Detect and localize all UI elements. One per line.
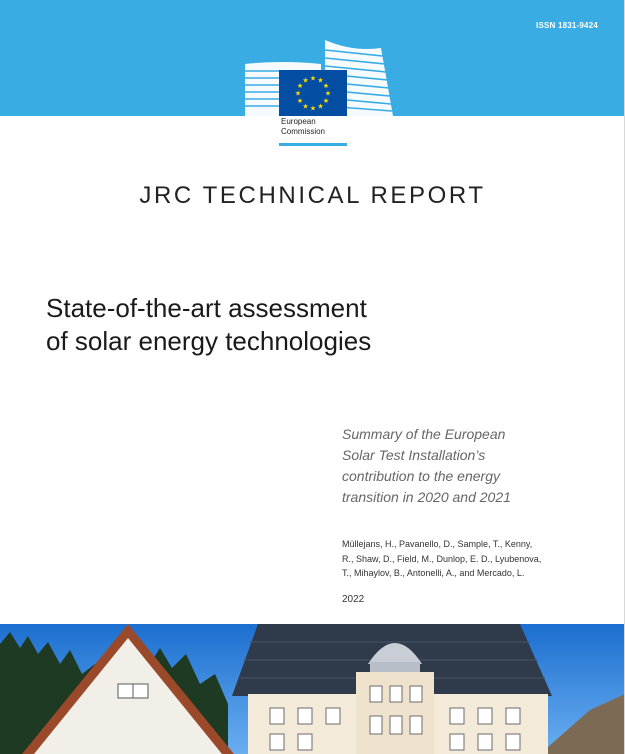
logo-underline [279,143,347,146]
eu-star: ★ [317,77,324,85]
report-title [46,292,371,358]
eu-star: ★ [309,105,317,113]
eu-star: ★ [309,75,317,83]
eu-star: ★ [302,103,309,111]
author-line-2: R., Shaw, D., Field, M., Dunlop, E. D., Lyubenova, [342,553,542,564]
author-line-3: T., Mihaylov, B., Antonelli, A., and Mercado, L. [342,568,525,578]
eu-star: ★ [324,90,332,98]
eu-star: ★ [296,82,304,90]
eu-star: ★ [302,77,309,85]
logo-wordmark [281,117,325,137]
subtitle-line-1: Summary of the European [342,426,506,442]
issn-number: ISSN 1831-9424 [536,21,598,30]
publication-year: 2022 [342,594,365,605]
logo-line-2: Commission [281,127,326,136]
title-line-2: of solar energy technologies [46,326,372,356]
subtitle-line-2: Solar Test Installation’s [342,447,486,463]
eu-star: ★ [317,103,324,111]
building-with-solar-roof-photo [0,624,625,754]
author-list [342,537,541,581]
subtitle-line-4: transition in 2020 and 2021 [342,489,511,505]
author-line-1: Müllejans, H., Pavanello, D., Sample, T., Kenny, [342,539,533,549]
title-line-1: State-of-the-art assessment [46,293,367,323]
report-subtitle [342,424,511,508]
eu-star: ★ [322,97,330,105]
eu-star: ★ [296,97,304,105]
eu-star: ★ [294,90,302,98]
eu-star: ★ [322,82,330,90]
logo-line-1: European [281,117,316,126]
report-type-heading: JRC TECHNICAL REPORT [139,182,486,209]
subtitle-line-3: contribution to the energy [342,468,500,484]
